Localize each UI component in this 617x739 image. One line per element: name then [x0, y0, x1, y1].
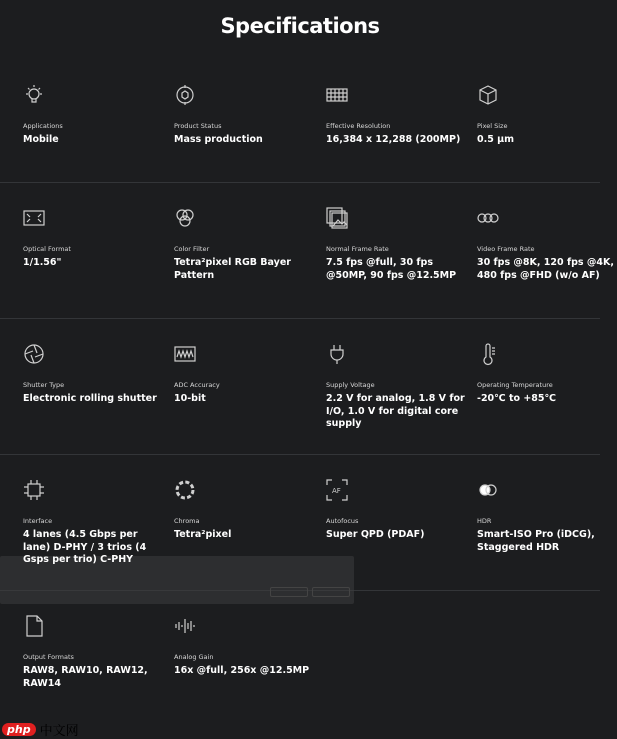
spec-item — [174, 84, 314, 147]
autofocus-icon — [326, 479, 348, 501]
spec-value: 16x @full, 256x @12.5MP — [174, 665, 310, 676]
audio-wave-icon — [174, 615, 196, 637]
spec-value: 1/1.56" — [23, 257, 62, 268]
spec-item — [174, 479, 314, 542]
spec-item — [23, 615, 163, 690]
spec-value: Electronic rolling shutter — [23, 393, 157, 404]
spec-label: Pixel Size — [477, 122, 508, 130]
spec-label: Supply Voltage — [326, 381, 375, 389]
svg-text:AF: AF — [332, 487, 341, 495]
watermark-logo: php 中文网 — [2, 720, 79, 739]
spec-value: -20℃ to +85℃ — [477, 393, 557, 404]
spec-item — [326, 343, 466, 431]
status-cube-icon — [174, 84, 196, 106]
spec-value: Super QPD (PDAF) — [326, 529, 425, 540]
spec-value: Tetra²pixel RGB Bayer Pattern — [174, 257, 291, 281]
spec-value: 0.5 µm — [477, 134, 515, 145]
spec-value: 7.5 fps @full, 30 fps @50MP, 90 fps @12.5MP — [326, 257, 457, 281]
spec-label: Operating Temperature — [477, 381, 553, 389]
image-stack-icon — [326, 207, 348, 229]
film-circles-icon — [477, 207, 499, 229]
spec-label: Interface — [23, 517, 53, 525]
spec-item — [326, 479, 466, 542]
page-title: Specifications — [220, 14, 380, 38]
interface-icon — [23, 479, 45, 501]
spec-label: Analog Gain — [174, 653, 214, 661]
dialog-button-primary[interactable] — [312, 587, 350, 597]
spec-item — [477, 84, 617, 147]
row-divider — [0, 318, 600, 319]
thermometer-icon — [477, 343, 499, 365]
spec-item — [174, 343, 314, 406]
spec-item — [174, 207, 314, 282]
spec-label: Chroma — [174, 517, 200, 525]
spec-item — [23, 84, 163, 147]
spec-value: RAW8, RAW10, RAW12, RAW14 — [23, 665, 148, 689]
spec-item — [477, 207, 617, 282]
spec-label: Autofocus — [326, 517, 359, 525]
spec-label: Optical Format — [23, 245, 71, 253]
document-icon — [23, 615, 45, 637]
optical-format-icon — [23, 207, 45, 229]
spec-item — [326, 84, 466, 147]
dialog-button-secondary[interactable] — [270, 587, 308, 597]
spec-label: HDR — [477, 517, 492, 525]
spec-item — [23, 207, 163, 270]
spec-item — [23, 343, 163, 406]
spec-value: Mobile — [23, 134, 59, 145]
spec-label: ADC Accuracy — [174, 381, 220, 389]
spec-label: Product Status — [174, 122, 222, 130]
spec-label: Applications — [23, 122, 63, 130]
row-divider — [0, 182, 600, 183]
plug-icon — [326, 343, 348, 365]
spec-label: Video Frame Rate — [477, 245, 535, 253]
spec-value: Mass production — [174, 134, 263, 145]
adc-waveform-icon — [174, 343, 196, 365]
spec-label: Color Filter — [174, 245, 210, 253]
color-filter-icon — [174, 207, 196, 229]
spec-value: 16,384 x 12,288 (200MP) — [326, 134, 461, 145]
spec-label: Effective Resolution — [326, 122, 391, 130]
row-divider — [0, 454, 600, 455]
lightbulb-icon — [23, 84, 45, 106]
hdr-icon — [477, 479, 499, 501]
cube-icon — [477, 84, 499, 106]
spec-value: 4 lanes (4.5 Gbps per lane) D-PHY / 3 trios (4 Gsps per trio) C-PHY — [23, 529, 147, 565]
spec-value: Tetra²pixel — [174, 529, 232, 540]
spec-value: 30 fps @8K, 120 fps @4K, 480 fps @FHD (w/o AF) — [477, 257, 614, 281]
spec-item — [477, 479, 617, 554]
spec-label: Shutter Type — [23, 381, 65, 389]
spec-item — [23, 479, 163, 567]
spec-value: Smart-ISO Pro (iDCG), Staggered HDR — [477, 529, 595, 553]
spec-value: 2.2 V for analog, 1.8 V for I/O, 1.0 V for digital core supply — [326, 393, 465, 429]
sensor-grid-icon — [326, 84, 348, 106]
spec-item — [326, 207, 466, 282]
spec-label: Output Formats — [23, 653, 74, 661]
spec-label: Normal Frame Rate — [326, 245, 389, 253]
shutter-icon — [23, 343, 45, 365]
spec-item — [174, 615, 314, 678]
chroma-icon — [174, 479, 196, 501]
spec-item — [477, 343, 617, 406]
spec-value: 10-bit — [174, 393, 206, 404]
